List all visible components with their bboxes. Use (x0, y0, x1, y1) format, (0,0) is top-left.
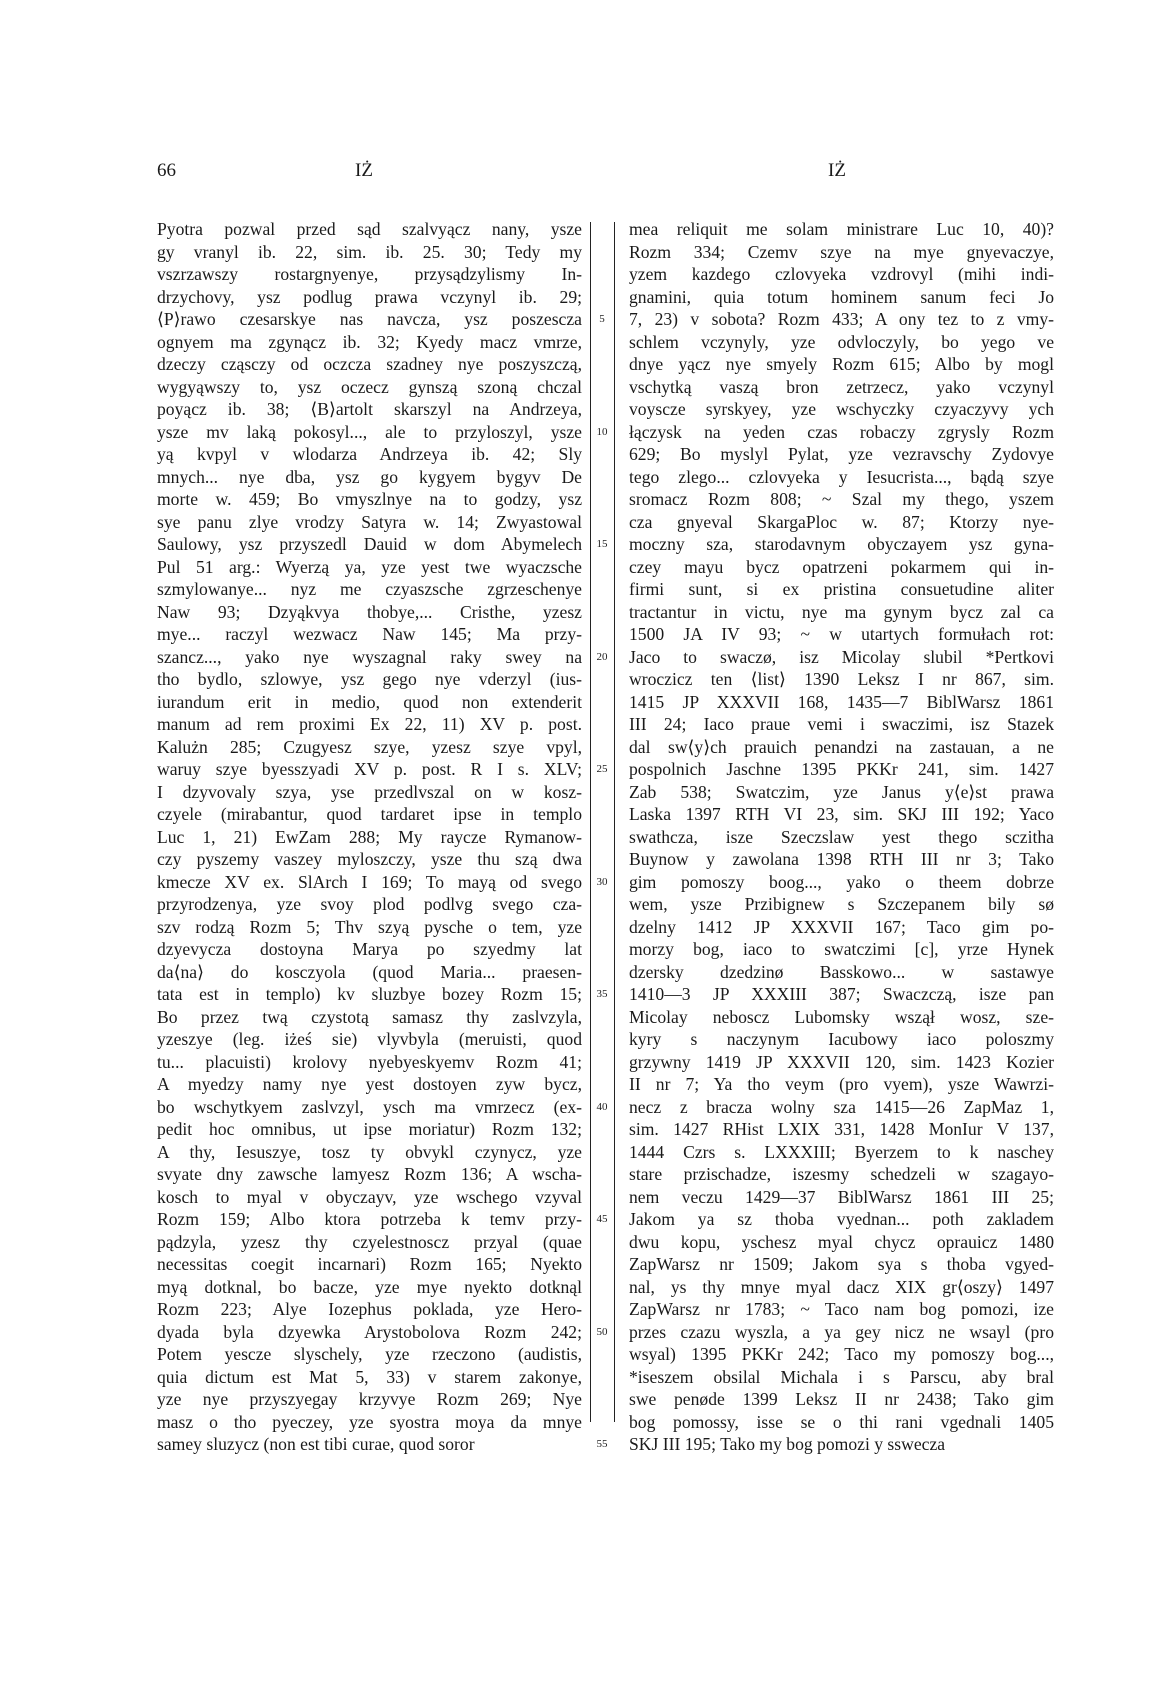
text-line: pedit hoc omnibus, ut ipse moriatur) Rozm 132; (157, 1119, 582, 1139)
text-line: necessitas coegit incarnari) Rozm 165; Nyekto (157, 1254, 582, 1274)
line-number: 15 (596, 538, 608, 550)
text-line: myą dotknal, bo bacze, yze mye nyekto dotknąl (157, 1276, 582, 1297)
line-number: 10 (596, 425, 608, 438)
text-line: drzychovy, ysz podlug prawa vczynyl ib. 29; (157, 286, 582, 307)
text-line: swathcza, isze Szeczslaw yest thego sczitha (629, 826, 1054, 847)
text-line: morzy bog, iaco to swatczimi [c], yrze Hynek (629, 939, 1054, 959)
text-line: Rozm 223; Alye Iozephus poklada, yze Hero- (157, 1299, 582, 1319)
text-line: wem, ysze Przibignew s Szczepanem bily sø (629, 894, 1054, 914)
text-line: yzem kazdego czlovyeka vzdrovyl (mihi indi- (629, 264, 1054, 284)
text-line: dnye yącz nye smyely Rozm 615; Albo by mogl (629, 354, 1054, 374)
text-line: sromacz Rozm 808; ~ Szal my thego, yszem (629, 489, 1054, 509)
text-line: szancz..., yako nye wyszagnal raky swey na (157, 646, 582, 667)
text-line: Micolay neboscz Lubomsky wszął wosz, sze- (629, 1006, 1054, 1027)
text-line: *iseszem obsilal Michala i s Parscu, aby bral (629, 1366, 1054, 1387)
line-number: 40 (596, 1100, 608, 1113)
text-line: ⟨P⟩rawo czesarskye nas navcza, ysz poszescza (157, 309, 582, 329)
text-line: svyate dny zawsche lamyesz Rozm 136; A wscha- (157, 1164, 582, 1184)
text-line: sye panu zlye vrodzy Satyra w. 14; Zwyastowal (157, 511, 582, 532)
text-line: szv rodzą Rozm 5; Thv szyą pysche o tem, yze (157, 916, 582, 937)
text-line: swe penøde 1399 Leksz II nr 2438; Tako gim (629, 1389, 1054, 1409)
text-line: ysze mv laką pokosyl..., ale to przyloszyl, ysze (157, 421, 582, 442)
line-number: 50 (596, 1325, 608, 1338)
text-line: czy pyszemy vaszey myloszczy, ysze thu szą dwa (157, 849, 582, 869)
text-line: 1444 Czrs s. LXXXIII; Byerzem to k naschey (629, 1141, 1054, 1162)
text-line: manum ad rem proximi Ex 22, 11) XV p. post. (157, 714, 582, 734)
text-line: 1415 JP XXXVII 168, 1435—7 BiblWarsz 1861 (629, 691, 1054, 712)
line-number: 5 (599, 313, 605, 325)
text-line: kmecze XV ex. SlArch I 169; To mayą od svego (157, 871, 582, 892)
text-line: Rozm 334; Czemv szye na mye gnyevaczye, (629, 241, 1054, 262)
text-line: grzywny 1419 JP XXXVII 120, sim. 1423 Kozier (629, 1051, 1054, 1072)
text-line: gim pomoszy boog..., yako o theem dobrze (629, 871, 1054, 892)
text-line: yą kvpyl v wlodarza Andrzeya ib. 42; Sly (157, 444, 582, 464)
text-line: morte w. 459; Bo vmyszlnye na to godzy, ysz (157, 489, 582, 509)
line-number: 45 (596, 1213, 608, 1225)
text-line: ognyem ma zgynącz ib. 32; Kyedy macz vmrze, (157, 331, 582, 352)
text-line: 1410—3 JP XXXIII 387; Swaczczą, isze pan (629, 984, 1054, 1004)
text-line: III 24; Iaco praue vemi i swaczimi, isz Stazek (629, 714, 1054, 734)
running-head-right: IŻ (828, 160, 846, 181)
text-line: tata est in templo) kv sluzbye bozey Rozm 15; (157, 984, 582, 1004)
text-line: 629; Bo myslyl Pylat, yze vezravschy Zydovye (629, 444, 1054, 464)
line-number: 30 (596, 875, 608, 888)
left-column (157, 218, 582, 1456)
text-line: Saulowy, ysz przyszedl Dauid w dom Abymelech (157, 534, 582, 554)
line-number: 35 (596, 988, 608, 1000)
text-line: łączysk na yeden czas robaczy zgrysly Rozm (629, 421, 1054, 442)
text-line: 7, 23) v sobota? Rozm 433; A ony tez to z vmy- (629, 309, 1054, 329)
text-line: nal, ys thy mnye myal dacz XIX gr⟨oszy⟩ 1497 (629, 1276, 1054, 1297)
line-number: 25 (596, 763, 608, 775)
text-line: Laska 1397 RTH VI 23, sim. SKJ III 192; Yaco (629, 804, 1054, 824)
text-line: Bo przez twą czystotą samasz thy zaslvzyla, (157, 1006, 582, 1027)
text-line: Rozm 159; Albo ktora potrzeba k temv przy- (157, 1209, 582, 1229)
text-line: bo wschytkyem zaslvzyl, ysch ma vmrzecz (ex- (157, 1096, 582, 1117)
text-line: dal sw⟨y⟩ch prauich penandzi na zastauan, a ne (629, 736, 1054, 757)
text-line: Jakom ya sz thoba vyednan... poth zakladem (629, 1209, 1054, 1229)
text-line: nem veczu 1429—37 BiblWarsz 1861 III 25; (629, 1186, 1054, 1207)
text-line: iurandum erit in medio, quod non extenderit (157, 691, 582, 712)
text-line: Kalużn 285; Czugyesz szye, yzesz szye vpyl, (157, 736, 582, 757)
text-line: A myedzy namy nye yest dostoyen zyw bycz, (157, 1074, 582, 1094)
column-rule-right (614, 222, 615, 1422)
text-line: Pyotra pozwal przed sąd szalvyącz nany, ysze (157, 219, 582, 239)
text-line: czyele (mirabantur, quod tardaret ipse in templo (157, 804, 582, 824)
text-line: tho bydlo, szlowye, ysz gego nye vderzyl (ius- (157, 669, 582, 689)
text-line: kyry s naczynym Iacubowy iaco poloszmy (629, 1029, 1054, 1049)
text-line: bog pomossy, isse se o thi rani vgednali 1405 (629, 1411, 1054, 1432)
text-line: ZapWarsz nr 1783; ~ Taco nam bog pomozi, ize (629, 1299, 1054, 1319)
line-number: 20 (596, 650, 608, 663)
text-line: czey mayu bycz opatrzeni pokarmem qui in- (629, 556, 1054, 577)
text-line: cza gnyeval SkargaPloc w. 87; Ktorzy nye- (629, 511, 1054, 532)
text-line: mnych... nye dba, ysz go kygyem bygyv De (157, 466, 582, 487)
text-line: waruy szye byesszyadi XV p. post. R I s. XLV; (157, 759, 582, 779)
text-line: stare przischadze, iszesmy schedzeli w szagayo- (629, 1164, 1054, 1184)
text-line: II nr 7; Ya tho veym (pro vyem), ysze Wawrzi- (629, 1074, 1054, 1094)
text-line: mye... raczyl wezwacz Naw 145; Ma przy- (157, 624, 582, 644)
text-line: Zab 538; Swatczim, yze Janus y⟨e⟩st prawa (629, 781, 1054, 802)
text-line: mea reliquit me solam ministrare Luc 10, 40)? (629, 219, 1054, 239)
text-line: A thy, Iesuszye, tosz ty obvykl czynycz, yze (157, 1141, 582, 1162)
text-line: gnamini, quia totum hominem sanum feci Jo (629, 286, 1054, 307)
text-line: dzyevycza dostoyna Marya po szyedmy lat (157, 939, 582, 959)
page-number: 66 (157, 160, 176, 181)
text-line: moczny sza, starodavnym obyczayem ysz gyna- (629, 534, 1054, 554)
text-line: przyrodzenya, yze svoy plod podlvg svego cza- (157, 894, 582, 914)
text-line: Pul 51 arg.: Wyerzą ya, yze yest twe wyaczsche (157, 556, 582, 577)
text-line: dzeczy cząsczy od oczcza szadney nye poszyszczą, (157, 354, 582, 374)
text-line: pospolnich Jaschne 1395 PKKr 241, sim. 1427 (629, 759, 1054, 779)
text-line: quia dictum est Mat 5, 33) v starem zakonye, (157, 1366, 582, 1387)
text-line: Potem yescze slyschely, yze rzeczono (audistis, (157, 1344, 582, 1364)
text-line: ZapWarsz nr 1509; Jakom sya s thoba vgyed- (629, 1254, 1054, 1274)
text-line: Naw 93; Dzyąkvya thobye,... Cristhe, yzesz (157, 601, 582, 622)
line-number: 55 (596, 1438, 608, 1450)
text-line: masz o tho pyeczey, yze syostra moya da mnye (157, 1411, 582, 1432)
text-line: 1500 JA IV 93; ~ w utartych formułach rot: (629, 624, 1054, 644)
text-line: necz z bracza wolny sza 1415—26 ZapMaz 1, (629, 1096, 1054, 1117)
text-line: Jaco to swaczø, isz Micolay slubil *Pertkovi (629, 646, 1054, 667)
text-line: kosch to myal v obyczayv, yze wschego vzyval (157, 1186, 582, 1207)
text-line: wygyąwszy to, ysz oczecz gynszą szoną chczal (157, 376, 582, 397)
text-line: SKJ III 195; Tako my bog pomozi y sswecza (629, 1434, 946, 1454)
text-line: tractantur in victu, nye ma gynym bycz zal ca (629, 601, 1054, 622)
right-column (629, 218, 1054, 1456)
text-line: dzelny 1412 JP XXXVII 167; Taco gim po- (629, 916, 1054, 937)
text-line: tu... placuisti) krolovy nyebyeskyemv Rozm 41; (157, 1051, 582, 1072)
text-line: firmi sunt, si ex pristina consuetudine aliter (629, 579, 1054, 599)
text-line: I dzyvovaly szya, yse przedlvszal on w kosz- (157, 781, 582, 802)
text-line: wroczicz ten ⟨list⟩ 1390 Leksz I nr 867, sim. (629, 669, 1054, 689)
text-line: szmylowanye... nyz me czyaszsche zgrzeschenye (157, 579, 582, 599)
text-line: Buynow y zawolana 1398 RTH III nr 3; Tako (629, 849, 1054, 869)
text-line: dzersky dzedzinø Basskowo... w sastawye (629, 961, 1054, 982)
text-line: schlem vczynyly, yze odvloczyly, bo yego ve (629, 331, 1054, 352)
text-line: wsyal) 1395 PKKr 242; Taco my pomoszy bog..., (629, 1344, 1054, 1364)
text-line: sim. 1427 RHist LXIX 331, 1428 MonIur V 137, (629, 1119, 1054, 1139)
text-line: vszrzawszy rostargnyenye, przysądzylismy In- (157, 264, 582, 284)
text-line: Luc 1, 21) EwZam 288; My raycze Rymanow- (157, 826, 582, 847)
text-line: pądzyla, yzesz thy czyelestnoscz przyal (quae (157, 1231, 582, 1252)
text-line: vschytką vaszą bron zetrzecz, yako vczynyl (629, 376, 1054, 397)
text-line: poyącz ib. 38; ⟨B⟩artolt skarszyl na Andrzeya, (157, 399, 582, 419)
text-line: dwu kopu, yschesz myal chycz oprauicz 1480 (629, 1231, 1054, 1252)
text-line: da⟨na⟩ do kosczyola (quod Maria... praesen- (157, 961, 582, 982)
text-line: yze nye przyszyegay krzyvye Rozm 269; Nye (157, 1389, 582, 1409)
column-rule-left (590, 222, 591, 1422)
text-line: tego zlego... czlovyeka y Iesucrista..., bądą szye (629, 466, 1054, 487)
text-line: przes czazu wyszla, a ya gey nicz ne wsayl (pro (629, 1321, 1054, 1342)
text-line: gy vranyl ib. 22, sim. ib. 25. 30; Tedy my (157, 241, 582, 262)
text-line: dyada byla dzyewka Arystobolova Rozm 242; (157, 1321, 582, 1342)
text-line: yzeszye (leg. iżeś sie) vlyvbyla (meruisti, quod (157, 1029, 582, 1049)
text-line: samey sluzycz (non est tibi curae, quod soror (157, 1434, 475, 1454)
running-head-left: IŻ (355, 160, 373, 181)
text-line: voyscze syrskyey, yze wschyczky czyaczyvy ych (629, 399, 1054, 419)
